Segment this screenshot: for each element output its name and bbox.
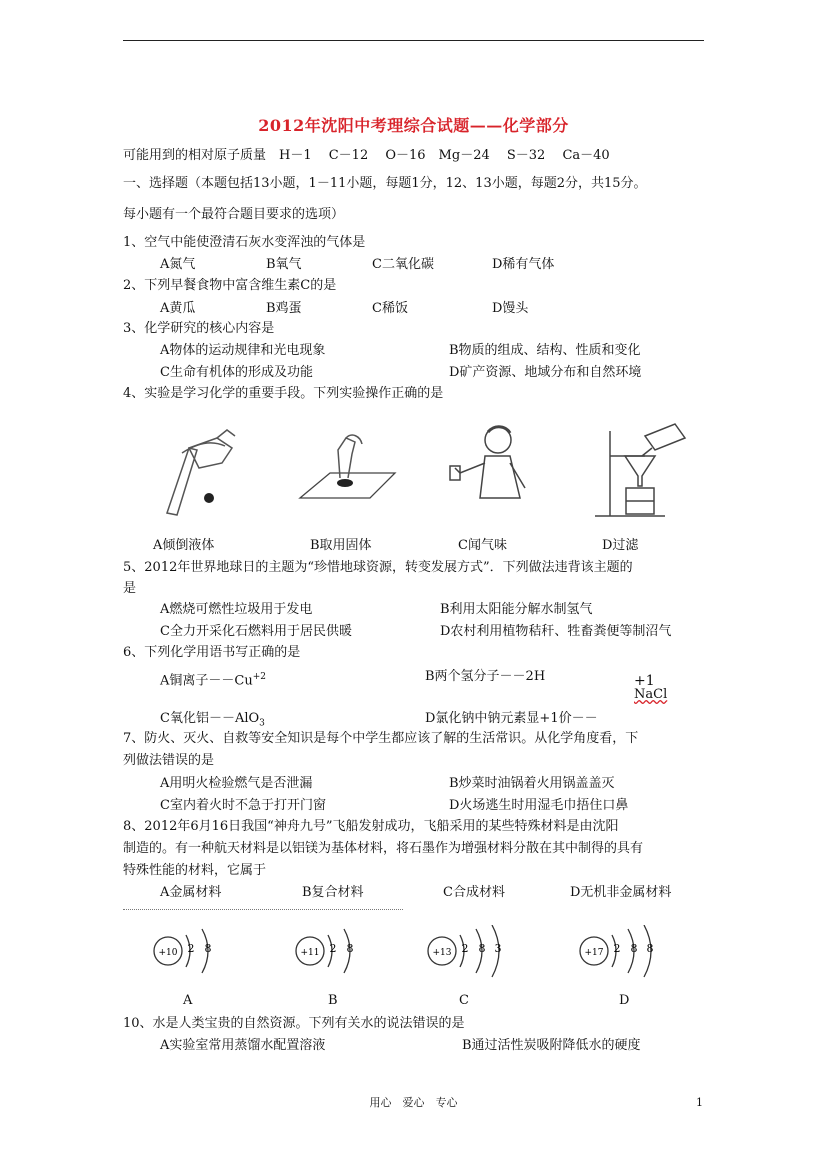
- atom-a-shell-1: 2: [187, 942, 195, 955]
- atom-c-shell-3: 3: [494, 942, 502, 955]
- q8-stem-line1: 8、2012年6月16日我国“神舟九号”飞船发射成功，飞船采用的某些特殊材料是由沈阳: [123, 819, 619, 834]
- q9-stem-fragment: [123, 909, 403, 912]
- filtration-figure: [590, 416, 700, 526]
- q9-option-d: D: [619, 993, 630, 1008]
- q1-stem: 1、空气中能使澄清石灰水变浑浊的气体是: [123, 235, 366, 250]
- page-number: 1: [696, 1096, 703, 1109]
- q7-stem-line2: 列做法错误的是: [123, 753, 215, 768]
- q1-option-a: A氮气: [160, 257, 196, 272]
- q9-stem-cutoff: [123, 905, 704, 913]
- smelling-gas-figure: [440, 418, 540, 528]
- q2-option-d: D馒头: [492, 301, 529, 316]
- q6-option-b: B两个氢分子－－2H: [425, 669, 546, 684]
- q4-stem: 4、实验是学习化学的重要手段。下列实验操作正确的是: [123, 386, 444, 401]
- q6-option-d: D氯化钠中钠元素显+1价－－: [425, 711, 598, 726]
- atom-c-shell-1: 2: [461, 942, 469, 955]
- q6-option-c-text: C氧化铝－－AlO: [160, 711, 260, 726]
- q3-option-c: C生命有机体的形成及功能: [160, 365, 313, 380]
- q8-option-d: D无机非金属材料: [570, 885, 672, 900]
- atom-b-nucleus: +11: [300, 948, 320, 958]
- q3-option-b: B物质的组成、结构、性质和变化: [449, 343, 641, 358]
- q6-option-d-formula: [634, 688, 667, 702]
- taking-solid-figure: [290, 428, 400, 513]
- q8-option-b: B复合材料: [302, 885, 364, 900]
- q9-option-b: B: [328, 993, 338, 1008]
- atom-c-nucleus: +13: [432, 948, 452, 958]
- q6-option-a-sup: +2: [252, 672, 266, 682]
- atom-a-nucleus: +10: [158, 948, 178, 958]
- q6-option-c-sub: 3: [259, 718, 265, 729]
- q6-stem: 6、下列化学用语书写正确的是: [123, 645, 301, 660]
- q4-option-c: C闻气味: [458, 538, 507, 553]
- q7-option-b: B炒菜时油锅着火用锅盖盖灭: [449, 776, 615, 791]
- atom-d-shell-1: 2: [613, 942, 621, 955]
- q10-option-b: B通过活性炭吸附降低水的硬度: [462, 1038, 641, 1053]
- section-heading-line2: 每小题有一个最符合题目要求的选项）: [123, 207, 345, 222]
- atom-diagram-a: [148, 925, 248, 981]
- q5-option-a: A燃烧可燃性垃圾用于发电: [160, 602, 313, 617]
- page-title: 2012年沈阳中考理综合试题——化学部分: [258, 116, 569, 135]
- q10-option-a: A实验室常用蒸馏水配置溶液: [160, 1038, 326, 1053]
- q10-stem: 10、水是人类宝贵的自然资源。下列有关水的说法错误的是: [123, 1016, 465, 1031]
- section-heading-line1: 一、选择题（本题包括13小题，1－11小题，每题1分，12、13小题，每题2分，共15分。: [123, 176, 647, 191]
- q8-option-a: A金属材料: [160, 885, 222, 900]
- atom-d-shell-3: 8: [646, 942, 654, 955]
- q3-stem: 3、化学研究的核心内容是: [123, 321, 275, 336]
- q4-option-b: B取用固体: [310, 538, 372, 553]
- atom-b-shell-1: 2: [329, 942, 337, 955]
- q7-option-a: A用明火检验燃气是否泄漏: [160, 776, 313, 791]
- q5-stem-line1: 5、2012年世界地球日的主题为“珍惜地球资源，转变发展方式”．下列做法违背该主题的: [123, 560, 633, 575]
- atom-diagram-b: [290, 925, 390, 981]
- q7-stem-line1: 7、防火、灭火、自救等安全知识是每个中学生都应该了解的生活常识。从化学角度看，下: [123, 731, 639, 746]
- q5-option-c: C全力开采化石燃料用于居民供暖: [160, 624, 352, 639]
- atomic-masses: 可能用到的相对原子质量 H－1 C－12 O－16 Mg－24 S－32 Ca－40: [123, 148, 610, 163]
- q2-option-c: C稀饭: [372, 301, 408, 316]
- atom-d-shell-2: 8: [630, 942, 638, 955]
- atom-b-shell-2: 8: [346, 942, 354, 955]
- q3-option-a: A物体的运动规律和光电现象: [160, 343, 326, 358]
- atom-diagram-d: [574, 925, 684, 981]
- nacl-formula: NaCl: [634, 687, 668, 702]
- q2-option-a: A黄瓜: [160, 301, 196, 316]
- q8-stem-line3: 特殊性能的材料，它属于: [123, 863, 267, 878]
- q4-option-a: A倾倒液体: [153, 538, 215, 553]
- q7-option-d: D火场逃生时用湿毛巾捂住口鼻: [449, 798, 629, 813]
- q6-option-a: [160, 668, 266, 690]
- q2-stem: 2、下列早餐食物中富含维生素C的是: [123, 278, 337, 293]
- page-footer: 用心 爱心 专心: [369, 1096, 458, 1109]
- q6-option-d-valence: +1: [634, 673, 655, 689]
- q5-option-d: D农村利用植物秸秆、牲畜粪便等制沼气: [440, 624, 672, 639]
- q1-option-d: D稀有气体: [492, 257, 555, 272]
- q4-option-d: D过滤: [602, 538, 639, 553]
- q1-option-b: B氧气: [266, 257, 302, 272]
- q3-option-d: D矿产资源、地域分布和自然环境: [449, 365, 642, 380]
- q7-option-c: C室内着火时不急于打开门窗: [160, 798, 326, 813]
- q5-stem-line2: 是: [123, 581, 137, 596]
- atom-c-shell-2: 8: [478, 942, 486, 955]
- q5-option-b: B利用太阳能分解水制氢气: [440, 602, 593, 617]
- q8-option-c: C合成材料: [443, 885, 505, 900]
- q1-option-c: C二氧化碳: [372, 257, 434, 272]
- atom-d-nucleus: +17: [584, 948, 604, 958]
- q6-option-a-text: A铜离子－－Cu: [160, 673, 253, 689]
- q8-stem-line2: 制造的。有一种航天材料是以铝镁为基体材料，将石墨作为增强材料分散在其中制得的具有: [123, 841, 644, 856]
- header-rule: [123, 40, 704, 41]
- atom-a-shell-2: 8: [204, 942, 212, 955]
- atom-diagram-c: [422, 925, 532, 981]
- q2-option-b: B鸡蛋: [266, 301, 302, 316]
- q9-option-a: A: [183, 993, 193, 1008]
- q9-option-c: C: [459, 993, 469, 1008]
- pouring-liquid-figure: [127, 418, 247, 526]
